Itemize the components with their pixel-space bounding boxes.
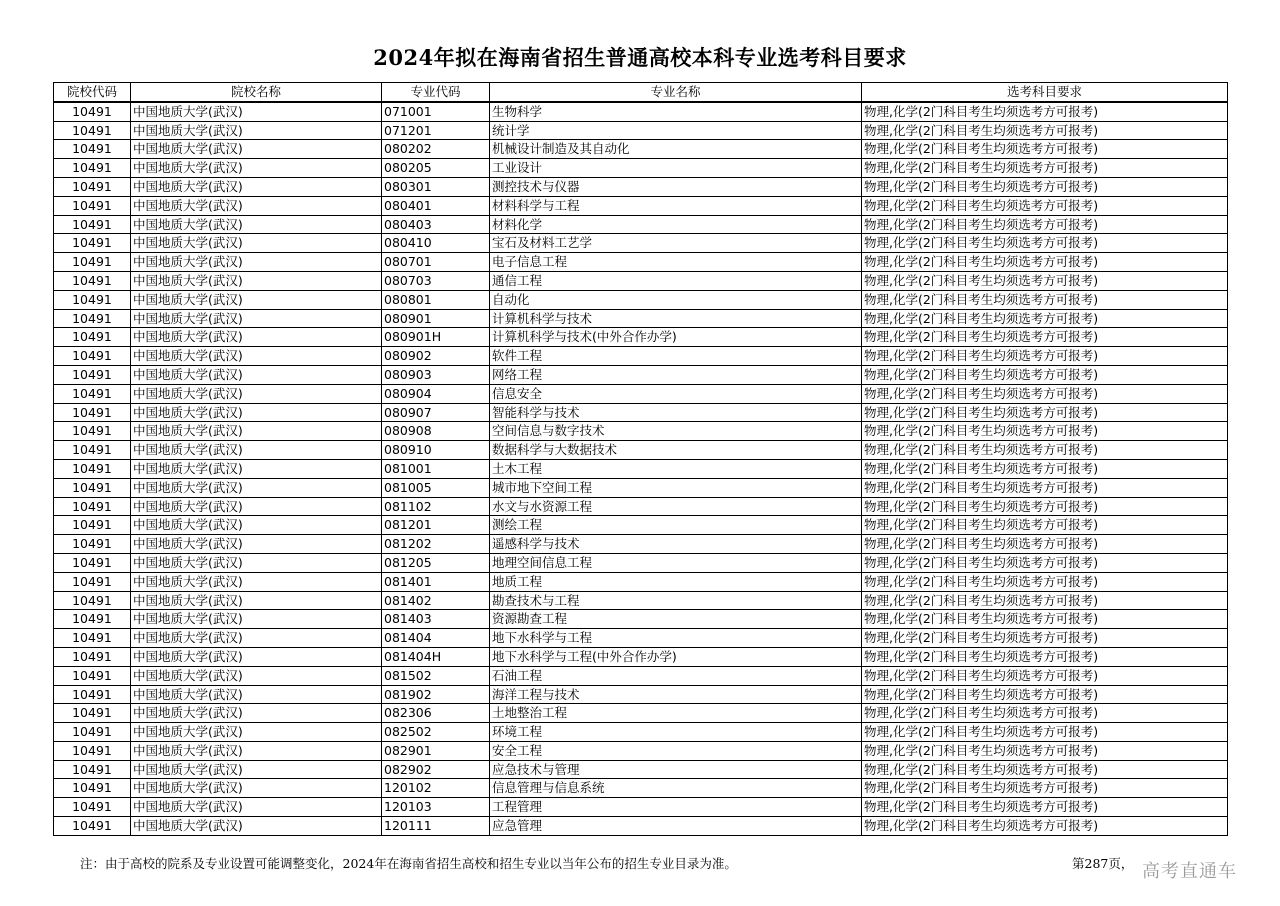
cell-major-code: 080901 [382,309,490,328]
cell-major-name: 计算机科学与技术 [490,309,862,328]
cell-subject-requirement: 物理,化学(2门科目考生均须选考方可报考) [862,666,1228,685]
cell-major-code: 080401 [382,196,490,215]
cell-school-code: 10491 [54,516,131,535]
footnote: 注：由于高校的院系及专业设置可能调整变化，2024年在海南省招生高校和招生专业以当年公布的招生专业目录为准。 [80,856,737,871]
table-row [54,704,1228,723]
table-row [54,459,1228,478]
table-row [54,572,1228,591]
table-row [54,760,1228,779]
cell-school-name: 中国地质大学(武汉) [131,741,382,760]
cell-subject-requirement: 物理,化学(2门科目考生均须选考方可报考) [862,591,1228,610]
cell-major-name: 勘查技术与工程 [490,591,862,610]
cell-major-code: 080907 [382,403,490,422]
cell-major-code: 080908 [382,422,490,441]
cell-subject-requirement: 物理,化学(2门科目考生均须选考方可报考) [862,384,1228,403]
cell-major-code: 080701 [382,253,490,272]
cell-subject-requirement: 物理,化学(2门科目考生均须选考方可报考) [862,196,1228,215]
cell-subject-requirement: 物理,化学(2门科目考生均须选考方可报考) [862,610,1228,629]
cell-school-name: 中国地质大学(武汉) [131,140,382,159]
cell-school-code: 10491 [54,591,131,610]
cell-major-name: 统计学 [490,121,862,140]
cell-major-name: 海洋工程与技术 [490,685,862,704]
cell-school-name: 中国地质大学(武汉) [131,384,382,403]
cell-school-code: 10491 [54,535,131,554]
cell-school-code: 10491 [54,347,131,366]
cell-school-code: 10491 [54,196,131,215]
cell-major-code: 080703 [382,271,490,290]
table-row [54,215,1228,234]
cell-major-name: 数据科学与大数据技术 [490,441,862,460]
cell-major-name: 土木工程 [490,459,862,478]
header-major-name: 专业名称 [490,83,862,102]
cell-subject-requirement: 物理,化学(2门科目考生均须选考方可报考) [862,798,1228,817]
cell-subject-requirement: 物理,化学(2门科目考生均须选考方可报考) [862,516,1228,535]
cell-major-code: 080902 [382,347,490,366]
cell-school-name: 中国地质大学(武汉) [131,102,382,121]
table-row [54,422,1228,441]
cell-major-code: 082902 [382,760,490,779]
cell-major-name: 测控技术与仪器 [490,177,862,196]
cell-school-code: 10491 [54,121,131,140]
cell-major-code: 082901 [382,741,490,760]
cell-major-code: 081102 [382,497,490,516]
cell-major-code: 081404H [382,647,490,666]
cell-major-name: 遥感科学与技术 [490,535,862,554]
table-row [54,140,1228,159]
cell-major-code: 080410 [382,234,490,253]
cell-school-name: 中国地质大学(武汉) [131,591,382,610]
cell-school-name: 中国地质大学(武汉) [131,234,382,253]
cell-major-code: 080205 [382,159,490,178]
table-row [54,723,1228,742]
header-school-name: 院校名称 [131,83,382,102]
cell-major-name: 地下水科学与工程(中外合作办学) [490,647,862,666]
cell-school-code: 10491 [54,422,131,441]
cell-school-code: 10491 [54,647,131,666]
cell-school-code: 10491 [54,253,131,272]
cell-major-name: 地理空间信息工程 [490,553,862,572]
table-row [54,271,1228,290]
cell-major-name: 安全工程 [490,741,862,760]
cell-subject-requirement: 物理,化学(2门科目考生均须选考方可报考) [862,723,1228,742]
cell-subject-requirement: 物理,化学(2门科目考生均须选考方可报考) [862,347,1228,366]
cell-school-name: 中国地质大学(武汉) [131,365,382,384]
cell-major-code: 081401 [382,572,490,591]
table-body [54,102,1228,836]
table-row [54,685,1228,704]
cell-major-code: 082306 [382,704,490,723]
table-row [54,817,1228,836]
cell-school-code: 10491 [54,760,131,779]
cell-school-code: 10491 [54,140,131,159]
cell-school-name: 中国地质大学(武汉) [131,196,382,215]
cell-major-name: 测绘工程 [490,516,862,535]
requirements-table [53,82,1228,836]
cell-major-name: 计算机科学与技术(中外合作办学) [490,328,862,347]
table-row [54,741,1228,760]
cell-major-name: 网络工程 [490,365,862,384]
cell-school-code: 10491 [54,666,131,685]
table-row [54,610,1228,629]
cell-major-name: 信息安全 [490,384,862,403]
cell-school-name: 中国地质大学(武汉) [131,685,382,704]
cell-school-name: 中国地质大学(武汉) [131,666,382,685]
cell-major-code: 081902 [382,685,490,704]
cell-subject-requirement: 物理,化学(2门科目考生均须选考方可报考) [862,629,1228,648]
cell-major-code: 080910 [382,441,490,460]
cell-subject-requirement: 物理,化学(2门科目考生均须选考方可报考) [862,253,1228,272]
cell-school-name: 中国地质大学(武汉) [131,647,382,666]
cell-school-name: 中国地质大学(武汉) [131,798,382,817]
cell-school-name: 中国地质大学(武汉) [131,478,382,497]
cell-major-name: 地质工程 [490,572,862,591]
cell-school-name: 中国地质大学(武汉) [131,535,382,554]
table-row [54,102,1228,121]
cell-major-code: 071001 [382,102,490,121]
table-row [54,553,1228,572]
cell-school-code: 10491 [54,685,131,704]
table-row [54,591,1228,610]
cell-school-name: 中国地质大学(武汉) [131,328,382,347]
cell-subject-requirement: 物理,化学(2门科目考生均须选考方可报考) [862,497,1228,516]
cell-school-name: 中国地质大学(武汉) [131,177,382,196]
cell-subject-requirement: 物理,化学(2门科目考生均须选考方可报考) [862,441,1228,460]
cell-major-name: 水文与水资源工程 [490,497,862,516]
cell-subject-requirement: 物理,化学(2门科目考生均须选考方可报考) [862,647,1228,666]
header-school-code: 院校代码 [54,83,131,102]
page-number: 第287页， [1072,856,1134,871]
cell-school-code: 10491 [54,723,131,742]
table-row [54,177,1228,196]
cell-subject-requirement: 物理,化学(2门科目考生均须选考方可报考) [862,779,1228,798]
cell-major-name: 材料化学 [490,215,862,234]
table-row [54,365,1228,384]
cell-major-name: 应急管理 [490,817,862,836]
cell-major-name: 通信工程 [490,271,862,290]
cell-school-code: 10491 [54,497,131,516]
cell-major-code: 080403 [382,215,490,234]
cell-school-code: 10491 [54,779,131,798]
cell-school-name: 中国地质大学(武汉) [131,610,382,629]
cell-major-code: 081404 [382,629,490,648]
table-row [54,647,1228,666]
cell-school-name: 中国地质大学(武汉) [131,441,382,460]
cell-school-name: 中国地质大学(武汉) [131,629,382,648]
cell-school-name: 中国地质大学(武汉) [131,459,382,478]
cell-subject-requirement: 物理,化学(2门科目考生均须选考方可报考) [862,535,1228,554]
cell-major-name: 应急技术与管理 [490,760,862,779]
cell-major-code: 080901H [382,328,490,347]
cell-subject-requirement: 物理,化学(2门科目考生均须选考方可报考) [862,234,1228,253]
table-row [54,121,1228,140]
cell-major-name: 信息管理与信息系统 [490,779,862,798]
table-row [54,309,1228,328]
cell-school-code: 10491 [54,572,131,591]
cell-major-code: 081502 [382,666,490,685]
table-row [54,403,1228,422]
cell-school-code: 10491 [54,817,131,836]
table-row [54,516,1228,535]
header-subject-requirement: 选考科目要求 [862,83,1228,102]
cell-subject-requirement: 物理,化学(2门科目考生均须选考方可报考) [862,271,1228,290]
table-row [54,779,1228,798]
cell-subject-requirement: 物理,化学(2门科目考生均须选考方可报考) [862,741,1228,760]
cell-school-name: 中国地质大学(武汉) [131,159,382,178]
cell-major-code: 120111 [382,817,490,836]
table-header-row [54,83,1228,102]
table-row [54,159,1228,178]
cell-school-name: 中国地质大学(武汉) [131,121,382,140]
page-title: 2024年拟在海南省招生普通高校本科专业选考科目要求 [373,45,907,70]
cell-school-code: 10491 [54,215,131,234]
cell-school-name: 中国地质大学(武汉) [131,347,382,366]
cell-school-code: 10491 [54,234,131,253]
cell-subject-requirement: 物理,化学(2门科目考生均须选考方可报考) [862,215,1228,234]
table-row [54,347,1228,366]
cell-subject-requirement: 物理,化学(2门科目考生均须选考方可报考) [862,817,1228,836]
cell-school-code: 10491 [54,478,131,497]
cell-school-code: 10491 [54,798,131,817]
cell-major-code: 080904 [382,384,490,403]
cell-major-name: 土地整治工程 [490,704,862,723]
cell-subject-requirement: 物理,化学(2门科目考生均须选考方可报考) [862,403,1228,422]
cell-major-code: 080301 [382,177,490,196]
cell-major-code: 081402 [382,591,490,610]
cell-school-name: 中国地质大学(武汉) [131,253,382,272]
cell-major-name: 宝石及材料工艺学 [490,234,862,253]
cell-school-code: 10491 [54,403,131,422]
cell-major-code: 080801 [382,290,490,309]
cell-subject-requirement: 物理,化学(2门科目考生均须选考方可报考) [862,685,1228,704]
cell-major-code: 120102 [382,779,490,798]
table-row [54,234,1228,253]
table-row [54,666,1228,685]
cell-major-name: 智能科学与技术 [490,403,862,422]
cell-subject-requirement: 物理,化学(2门科目考生均须选考方可报考) [862,553,1228,572]
cell-school-code: 10491 [54,271,131,290]
cell-school-code: 10491 [54,459,131,478]
cell-major-name: 石油工程 [490,666,862,685]
cell-school-name: 中国地质大学(武汉) [131,403,382,422]
cell-subject-requirement: 物理,化学(2门科目考生均须选考方可报考) [862,159,1228,178]
cell-subject-requirement: 物理,化学(2门科目考生均须选考方可报考) [862,290,1228,309]
cell-school-code: 10491 [54,365,131,384]
cell-school-name: 中国地质大学(武汉) [131,723,382,742]
cell-subject-requirement: 物理,化学(2门科目考生均须选考方可报考) [862,140,1228,159]
cell-major-code: 081205 [382,553,490,572]
table-row [54,497,1228,516]
cell-major-name: 空间信息与数字技术 [490,422,862,441]
cell-major-name: 生物科学 [490,102,862,121]
cell-subject-requirement: 物理,化学(2门科目考生均须选考方可报考) [862,177,1228,196]
cell-school-code: 10491 [54,177,131,196]
cell-school-code: 10491 [54,328,131,347]
cell-major-code: 081005 [382,478,490,497]
table-row [54,629,1228,648]
cell-school-code: 10491 [54,610,131,629]
table-row [54,798,1228,817]
cell-major-name: 材料科学与工程 [490,196,862,215]
cell-school-code: 10491 [54,102,131,121]
cell-school-name: 中国地质大学(武汉) [131,704,382,723]
cell-subject-requirement: 物理,化学(2门科目考生均须选考方可报考) [862,760,1228,779]
cell-major-name: 软件工程 [490,347,862,366]
cell-major-code: 081202 [382,535,490,554]
cell-school-code: 10491 [54,741,131,760]
cell-school-code: 10491 [54,553,131,572]
cell-school-name: 中国地质大学(武汉) [131,497,382,516]
cell-major-name: 工业设计 [490,159,862,178]
cell-school-name: 中国地质大学(武汉) [131,553,382,572]
cell-subject-requirement: 物理,化学(2门科目考生均须选考方可报考) [862,704,1228,723]
cell-major-code: 081403 [382,610,490,629]
table-row [54,535,1228,554]
cell-major-name: 工程管理 [490,798,862,817]
cell-school-name: 中国地质大学(武汉) [131,779,382,798]
cell-subject-requirement: 物理,化学(2门科目考生均须选考方可报考) [862,309,1228,328]
cell-school-name: 中国地质大学(武汉) [131,817,382,836]
cell-subject-requirement: 物理,化学(2门科目考生均须选考方可报考) [862,328,1228,347]
cell-school-name: 中国地质大学(武汉) [131,215,382,234]
cell-school-code: 10491 [54,309,131,328]
cell-major-code: 080202 [382,140,490,159]
table-row [54,441,1228,460]
cell-major-code: 081201 [382,516,490,535]
cell-major-name: 机械设计制造及其自动化 [490,140,862,159]
cell-school-name: 中国地质大学(武汉) [131,572,382,591]
cell-school-name: 中国地质大学(武汉) [131,290,382,309]
cell-school-code: 10491 [54,441,131,460]
cell-major-name: 资源勘查工程 [490,610,862,629]
table-row [54,290,1228,309]
cell-major-name: 电子信息工程 [490,253,862,272]
cell-school-name: 中国地质大学(武汉) [131,422,382,441]
table-row [54,328,1228,347]
table-row [54,253,1228,272]
table-row [54,384,1228,403]
cell-school-name: 中国地质大学(武汉) [131,309,382,328]
cell-school-name: 中国地质大学(武汉) [131,760,382,779]
cell-major-code: 080903 [382,365,490,384]
cell-subject-requirement: 物理,化学(2门科目考生均须选考方可报考) [862,422,1228,441]
cell-subject-requirement: 物理,化学(2门科目考生均须选考方可报考) [862,572,1228,591]
cell-school-name: 中国地质大学(武汉) [131,271,382,290]
cell-school-code: 10491 [54,704,131,723]
table-row [54,196,1228,215]
cell-school-code: 10491 [54,159,131,178]
cell-subject-requirement: 物理,化学(2门科目考生均须选考方可报考) [862,102,1228,121]
cell-school-code: 10491 [54,384,131,403]
cell-major-name: 地下水科学与工程 [490,629,862,648]
cell-school-code: 10491 [54,290,131,309]
cell-major-name: 城市地下空间工程 [490,478,862,497]
cell-major-name: 自动化 [490,290,862,309]
cell-subject-requirement: 物理,化学(2门科目考生均须选考方可报考) [862,121,1228,140]
watermark-text: 高考直通车 [1142,861,1237,882]
cell-school-code: 10491 [54,629,131,648]
cell-major-code: 082502 [382,723,490,742]
cell-subject-requirement: 物理,化学(2门科目考生均须选考方可报考) [862,459,1228,478]
cell-major-name: 环境工程 [490,723,862,742]
header-major-code: 专业代码 [382,83,490,102]
table-row [54,478,1228,497]
cell-major-code: 081001 [382,459,490,478]
cell-subject-requirement: 物理,化学(2门科目考生均须选考方可报考) [862,478,1228,497]
cell-subject-requirement: 物理,化学(2门科目考生均须选考方可报考) [862,365,1228,384]
cell-school-name: 中国地质大学(武汉) [131,516,382,535]
cell-major-code: 120103 [382,798,490,817]
cell-major-code: 071201 [382,121,490,140]
